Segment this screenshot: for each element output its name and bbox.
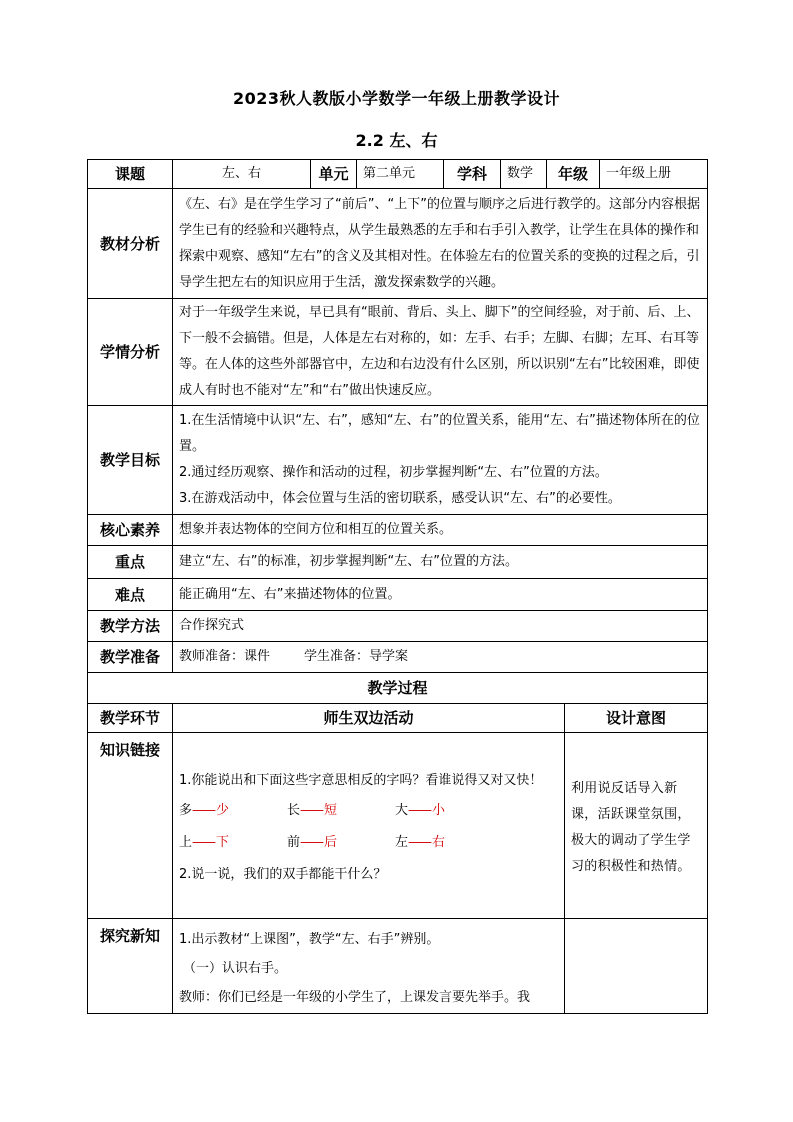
student-preparation: 学生准备：导学案 [304,649,409,664]
lesson-plan-table [87,159,708,1014]
lesson-subtitle: 2.2 左、右 [355,131,438,150]
knowledge-link-label: 知识链接 [88,733,173,919]
material-analysis-row [88,189,708,299]
core-literacy-row [88,515,708,546]
explore-activity [173,919,565,1014]
key-point-row [88,546,708,579]
difficulty-row [88,579,708,611]
topic-value: 左、右 [173,160,311,189]
knowledge-question-2: 2.说一说，我们的双手都能干什么？ [179,866,387,882]
material-analysis-text: 《左、右》是在学生学习了“前后”、“上下”的位置与顺序之后进行教学的。这部分内容根据学生已有的经验和兴趣特点，从学生最熟悉的左手和右手引入教学，让学生在具体的操作和探索中观察、感知“左右”的含义及其相对性。在体验左右的位置关系的变换的过程之后，引导学生把左右的知识应用于生活，激发探索数学的兴趣。 [173,189,708,299]
explore-label: 探究新知 [88,919,173,1014]
unit-value: 第二单元 [357,160,444,189]
key-point-label: 重点 [88,546,173,579]
objective-item-1: 1.在生活情境中认识“左、右”，感知“左、右”的位置关系，能用“左、右”描述物体所在的位置。 [179,413,700,454]
activity-column-header: 师生双边活动 [173,704,565,733]
preparation-text [173,642,708,673]
explore-line-2: （一）认识右手。 [183,960,288,976]
objective-item-3: 3.在游戏活动中，体会位置与生活的密切联系，感受认识“左、右”的必要性。 [179,491,621,506]
student-analysis-label: 学情分析 [88,299,173,406]
stage-column-header: 教学环节 [88,704,173,733]
objectives-list [173,406,708,515]
opposite-pair: 大—— 小 [395,802,446,818]
method-text: 合作探究式 [173,611,708,642]
process-title-row [88,673,708,704]
knowledge-link-intent: 利用说反话导入新课，活跃课堂氛围，极大的调动了学生学习的积极性和热情。 [565,733,708,919]
preparation-label: 教学准备 [88,642,173,673]
preparation-row [88,642,708,673]
student-analysis-row [88,299,708,406]
student-analysis-text: 对于一年级学生来说，早已具有“眼前、背后、头上、脚下”的空间经验，对于前、后、上、下一般不会搞错。但是，人体是左右对称的，如：左手、右手；左脚、右脚；左耳、右耳等等。在人体的这些外部器官中，左边和右边没有什么区别，所以识别“左右”比较困难，即使成人有时也不能对“左”和“右”做出快速反应。 [173,299,708,406]
grade-value: 一年级上册 [600,160,708,189]
opposite-pair: 前—— 后 [287,834,338,850]
grade-label: 年级 [547,160,600,189]
difficulty-label: 难点 [88,579,173,611]
explore-line-1: 1.出示教材“上课图”，教学“左、右手”辨别。 [179,931,440,947]
teacher-preparation: 教师准备：课件 [179,649,271,664]
unit-label: 单元 [311,160,357,189]
knowledge-link-row [88,733,708,919]
key-point-text: 建立“左、右”的标准，初步掌握判断“左、右”位置的方法。 [173,546,708,579]
opposite-pairs-row-2 [179,830,558,856]
explore-line-3: 教师：你们已经是一年级的小学生了，上课发言要先举手。我 [179,989,531,1005]
intent-column-header: 设计意图 [565,704,708,733]
opposite-pairs-row-1 [179,798,558,824]
objectives-row [88,406,708,515]
explore-row [88,919,708,1014]
subject-value: 数学 [501,160,547,189]
info-row [88,160,708,189]
method-row [88,611,708,642]
core-literacy-text: 想象并表达物体的空间方位和相互的位置关系。 [173,515,708,546]
process-header-row [88,704,708,733]
explore-intent [565,919,708,1014]
knowledge-question-1: 1.你能说出和下面这些字意思相反的字吗？看谁说得又对又快！ [179,772,543,788]
opposite-pair: 长—— 短 [287,802,338,818]
core-literacy-label: 核心素养 [88,515,173,546]
difficulty-text: 能正确用“左、右”来描述物体的位置。 [173,579,708,611]
opposite-pair: 上—— 下 [179,834,230,850]
opposite-pair: 多—— 少 [179,802,230,818]
knowledge-link-activity [173,733,565,919]
material-analysis-label: 教材分析 [88,189,173,299]
subject-label: 学科 [444,160,501,189]
method-label: 教学方法 [88,611,173,642]
objective-item-2: 2.通过经历观察、操作和活动的过程，初步掌握判断“左、右”位置的方法。 [179,465,608,480]
topic-label: 课题 [88,160,173,189]
opposite-pair: 左—— 右 [395,834,446,850]
document-title: 2023秋人教版小学数学一年级上册教学设计 [232,89,561,108]
process-title: 教学过程 [88,673,708,704]
objectives-label: 教学目标 [88,406,173,515]
